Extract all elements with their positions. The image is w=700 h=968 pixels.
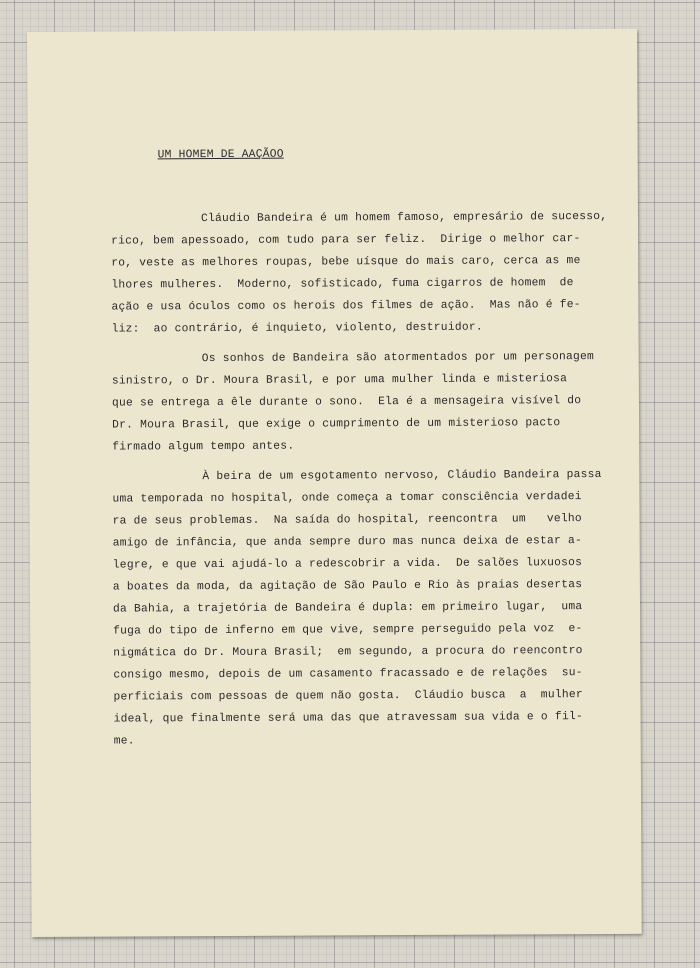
paragraph-3-line-12: ideal, que finalmente será uma das que atravessam sua vida e o fil- <box>113 711 583 726</box>
paragraph-2-line-5: firmado algum tempo antes. <box>112 440 295 454</box>
paragraph-1-line-6: liz: ao contrário, é inquieto, violento, destruidor. <box>111 321 483 336</box>
paragraph-3-line-2: uma temporada no hospital, onde começa a tomar consciência verdadei <box>112 491 582 506</box>
paragraph-3-line-13: me. <box>113 735 135 748</box>
paragraph-1-line-5: ação e usa óculos como os herois dos filmes de ação. Mas não é fe- <box>111 299 581 314</box>
document-title: UM HOMEM DE AAÇÃOO <box>157 148 284 162</box>
paragraph-3-line-5: legre, e que vai ajudá-lo a redescobrir a vida. De salões luxuosos <box>112 557 583 572</box>
paragraph-3-line-11: perficiais com pessoas de quem não gosta. Cláudio busca a mulher <box>113 689 583 704</box>
paragraph-3-line-6: a boates da moda, da agitação de São Paulo e Rio às praias desertas <box>112 579 583 594</box>
typed-page <box>27 29 642 937</box>
paragraph-1-line-2: rico, bem apessoado, com tudo para ser feliz. Dirige o melhor car- <box>111 233 581 248</box>
paragraph-1-line-3: ro, veste as melhores roupas, bebe uísque do mais caro, cerca as me <box>111 255 581 270</box>
paragraph-2-line-1: Os sonhos de Bandeira são atormentados por um personagem <box>201 351 595 366</box>
paragraph-3-line-4: amigo de infância, que anda sempre duro mas nunca deixa de estar a- <box>112 535 583 550</box>
paragraph-3-line-7: da Bahia, a trajetória de Bandeira é dupla: em primeiro lugar, uma <box>112 601 583 616</box>
paragraph-3-line-8: fuga do tipo de inferno em que vive, sempre perseguido pela voz e- <box>113 623 583 638</box>
paragraph-3-line-10: consigo mesmo, depois de um casamento fracassado e de relações su- <box>113 667 583 682</box>
paragraph-2-line-2: sinistro, o Dr. Moura Brasil, e por uma mulher linda e misteriosa <box>111 373 568 388</box>
paragraph-2-line-4: Dr. Moura Brasil, que exige o cumprimento de um misterioso pacto <box>112 417 561 432</box>
paragraph-3-line-9: nigmática do Dr. Moura Brasil; em segundo, a procura do reencontro <box>113 645 583 660</box>
paragraph-1-line-4: lhores mulheres. Moderno, sofisticado, fuma cigarros de homem de <box>111 277 574 292</box>
paragraph-2-line-3: que se entrega a êle durante o sono. Ela é a mensageira visível do <box>111 395 582 410</box>
paragraph-3-line-3: ra de seus problemas. Na saída do hospital, reencontra um velho <box>112 513 582 528</box>
paragraph-3-line-1: À beira de um esgotamento nervoso, Cláudio Bandeira passa <box>202 468 602 484</box>
paragraph-1-line-1: Cláudio Bandeira é um homem famoso, empresário de sucesso, <box>200 210 608 226</box>
